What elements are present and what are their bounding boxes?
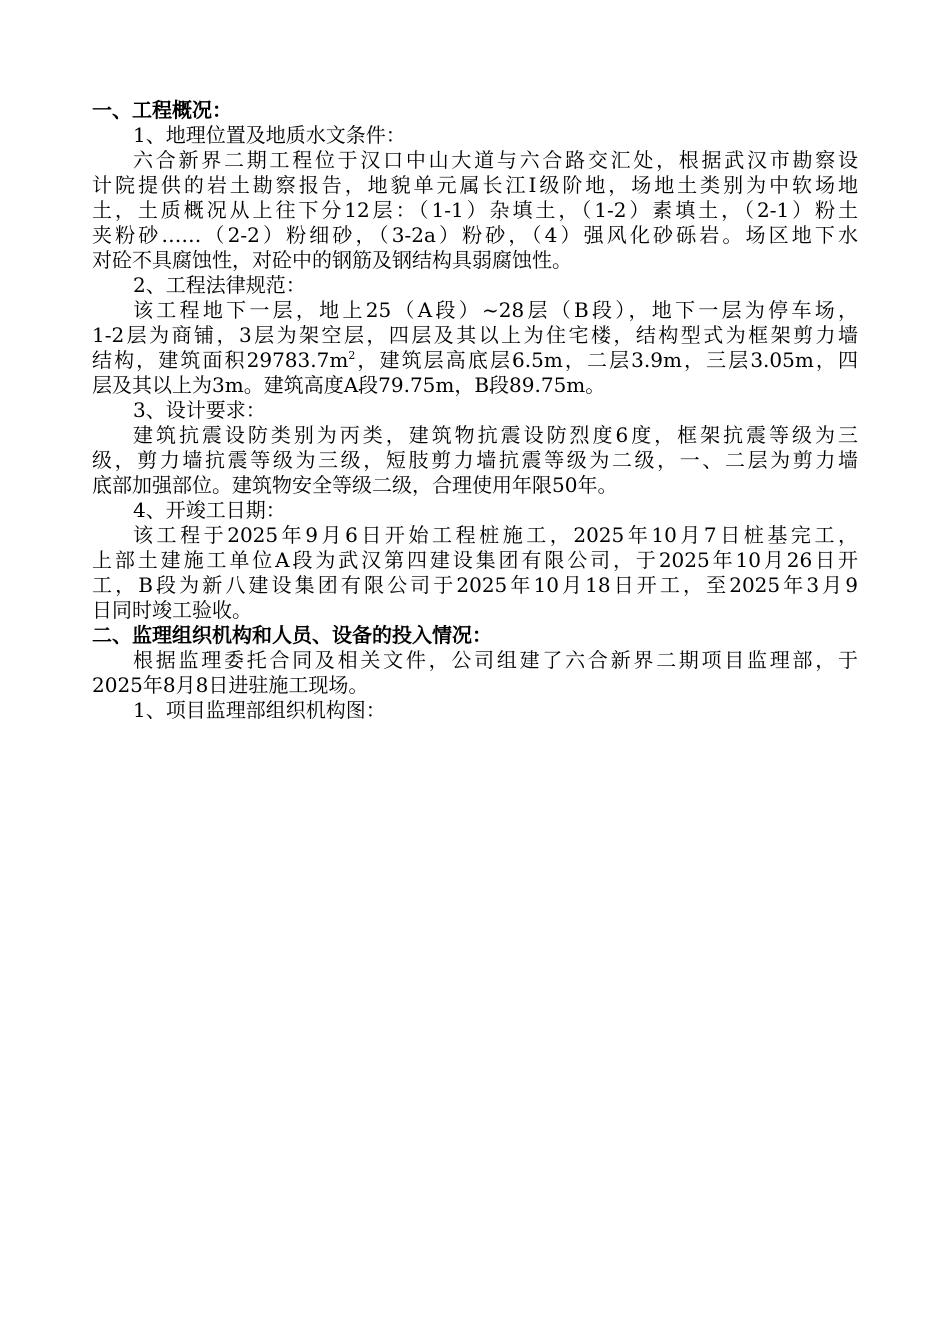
paragraph-line: 对砼不具腐蚀性，对砼中的钢筋及钢结构具弱腐蚀性。 [92, 248, 572, 272]
paragraph-line: 夹粉砂……（2-2）粉细砂，（3-2a）粉砂，（4）强风化砂砾岩。场区地下水 [92, 223, 858, 247]
subsection-title-1: 1、地理位置及地质水文条件： [133, 123, 406, 147]
paragraph-line: 工，B段为新八建设集团有限公司于2025年10月18日开工，至2025年3月9 [92, 573, 858, 597]
paragraph-line: 该工程地下一层，地上25（A段）~28层（B段），地下一层为停车场， [133, 298, 858, 322]
subsection-title-2: 2、工程法律规范： [133, 273, 306, 297]
superscript: 2 [348, 349, 356, 362]
paragraph-line: 建筑抗震设防类别为丙类，建筑物抗震设防烈度6度，框架抗震等级为三 [133, 423, 858, 447]
paragraph-line: 根据监理委托合同及相关文件，公司组建了六合新界二期项目监理部，于 [133, 648, 858, 672]
text-run: ，建筑层高底层6.5m，二层3.9m，三层3.05m，四 [355, 348, 858, 372]
paragraph-line: 六合新界二期工程位于汉口中山大道与六合路交汇处，根据武汉市勘察设 [133, 148, 858, 172]
section-heading-1: 一、工程概况： [92, 98, 232, 122]
subsection-title-3: 3、设计要求： [133, 398, 266, 422]
document-page [92, 98, 858, 723]
list-item: 1、项目监理部组织机构图： [133, 698, 386, 722]
paragraph-line: 上部土建施工单位A段为武汉第四建设集团有限公司，于2025年10月26日开 [92, 548, 858, 572]
section-heading-2: 二、监理组织机构和人员、设备的投入情况： [92, 623, 492, 647]
subsection-title-4: 4、开竣工日期： [133, 498, 286, 522]
paragraph-line: 日同时竣工验收。 [92, 598, 252, 622]
paragraph-line: 该工程于2025年9月6日开始工程桩施工，2025年10月7日桩基完工， [133, 523, 858, 547]
text-run: 结构，建筑面积29783.7m [92, 348, 349, 372]
paragraph-line: 级，剪力墙抗震等级为三级，短肢剪力墙抗震等级为二级，一、二层为剪力墙 [92, 448, 858, 472]
paragraph-line: 层及其以上为3m。建筑高度A段79.75m，B段89.75m。 [92, 373, 606, 397]
paragraph-line: 底部加强部位。建筑物安全等级二级，合理使用年限50年。 [92, 473, 618, 497]
paragraph-line [92, 348, 858, 373]
paragraph-line: 土，土质概况从上往下分12层：（1-1）杂填土，（1-2）素填土，（2-1）粉土 [92, 198, 858, 222]
paragraph-line: 计院提供的岩土勘察报告，地貌单元属长江Ⅰ级阶地，场地土类别为中软场地 [92, 173, 858, 197]
paragraph-line: 1-2层为商铺，3层为架空层，四层及其以上为住宅楼，结构型式为框架剪力墙 [92, 323, 858, 347]
paragraph-line: 2025年8月8日进驻施工现场。 [92, 673, 369, 697]
